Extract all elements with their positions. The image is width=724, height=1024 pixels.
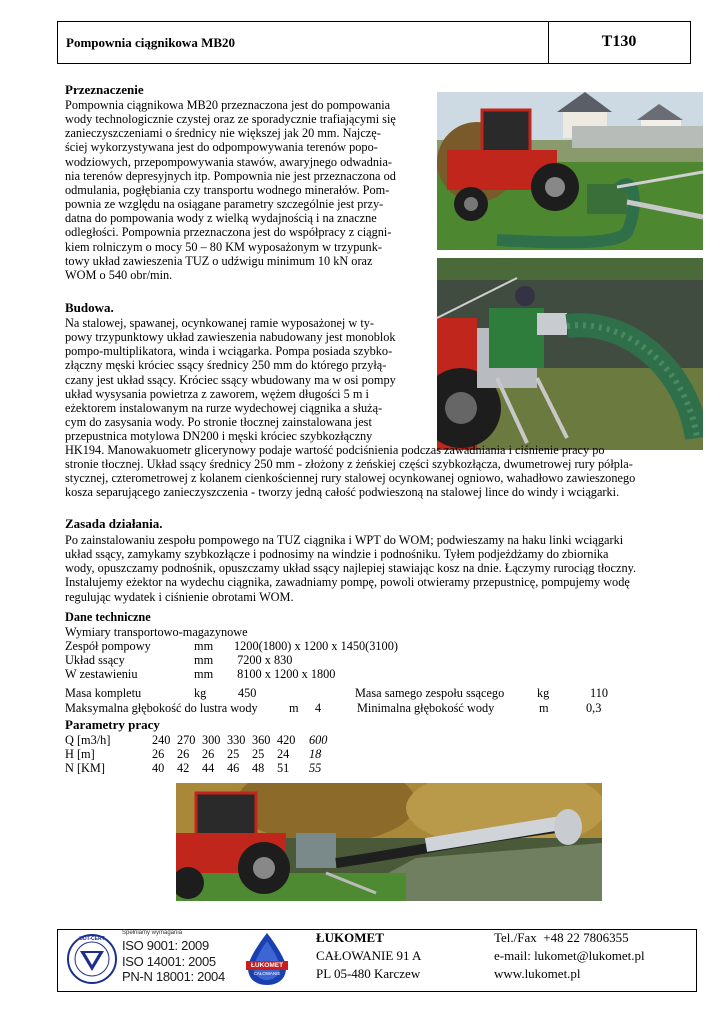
- dane-subheading: Wymiary transportowo-magazynowe: [65, 625, 248, 639]
- company-email-link[interactable]: e-mail: lukomet@lukomet.pl: [494, 948, 645, 963]
- text-line: regulując wydatek i ciśnienie obrotami WOM.: [65, 589, 294, 604]
- param-value: 26: [152, 747, 165, 762]
- param-value: 24: [277, 747, 290, 762]
- param-value: 300: [202, 733, 221, 747]
- cert-list: [122, 938, 225, 985]
- document-code: T130: [601, 33, 637, 50]
- photo-pump-closeup-water-image: [437, 258, 703, 450]
- text-line: wody technologicznie czystej oraz ze sporadycznie trafiającymi się: [65, 112, 396, 127]
- section-heading-zasada: Zasada działania.: [65, 516, 163, 531]
- document-title: Pompownia ciągnikowa MB20: [66, 35, 236, 50]
- text-line: pownia ze względu na osiągane parametry szczególnie jest przy-: [65, 197, 384, 212]
- spec-value: 1200(1800) x 1200 x 1450(3100): [234, 639, 398, 653]
- spec-value: 450: [238, 686, 257, 700]
- logo-text: ŁUKOMET: [250, 962, 284, 969]
- header-box: [57, 21, 691, 64]
- photo-tractor-pond-image: [176, 783, 602, 901]
- text-line: wodziowych, przepompowywania stawów, awaryjnego odwadnia-: [65, 154, 393, 169]
- text-line: odległości. Pompownia przeznaczona jest do współpracy z ciągni-: [65, 225, 392, 240]
- table-row: [65, 733, 339, 747]
- spec-unit: mm: [194, 667, 214, 682]
- photo-tractor-pump-field: [437, 92, 703, 250]
- text-line: towy układ zawieszenia TUZ o udźwigu minimum 10 kN oraz: [65, 253, 373, 268]
- company-phone: Tel./Fax +48 22 7806355: [494, 930, 629, 945]
- cert-item: ISO 9001: 2009: [122, 938, 209, 953]
- param-value: 240: [152, 733, 171, 747]
- spec-unit: kg: [194, 686, 207, 700]
- param-value: 46: [227, 761, 240, 776]
- text-line: odmulania, pogłębiania czy transportu wodnego minerałów. Pom-: [65, 182, 390, 197]
- zasada-text: [65, 533, 705, 604]
- text-line: złączny męski króciec ssący średnicy 250 mm do którego przyłą-: [65, 358, 387, 373]
- spec-value: 8100 x 1200 x 1800: [234, 667, 336, 682]
- param-value-max: 600: [309, 733, 328, 747]
- text-line: eżektorem instalowanym na rurze wydechowej ciągnika a służą-: [65, 400, 383, 415]
- spec-label: Zespół pompowy: [65, 639, 151, 653]
- photo-tractor-pond: [176, 783, 602, 901]
- lukomet-logo-icon: [244, 931, 290, 987]
- spec-unit: m: [539, 701, 549, 715]
- param-value: 25: [227, 747, 240, 762]
- param-value: 330: [227, 733, 246, 747]
- spec-value: 110: [590, 686, 608, 700]
- spec-label: Minimalna głębokość wody: [357, 701, 495, 715]
- spec-label: Masa kompletu: [65, 686, 142, 700]
- photo-pump-closeup-water: [437, 258, 703, 450]
- spec-value: 7200 x 830: [234, 653, 293, 668]
- param-value: 360: [252, 733, 271, 747]
- param-value: 26: [202, 747, 215, 762]
- spec-unit: kg: [537, 686, 550, 700]
- param-value: 26: [177, 747, 190, 762]
- text-line: stronie tłocznej. Układ ssący średnicy 250 mm - złożony z żeńskiej części szybkozłącza, dwumetrowej rury półpla-: [65, 457, 633, 472]
- cert-item: ISO 14001: 2005: [122, 953, 216, 969]
- param-value: 51: [277, 761, 290, 776]
- text-line: zanieczyszczeniami o średnicy nie większej jak 20 mm. Najczę-: [65, 126, 381, 141]
- text-line: układ ssący, zamykamy szybkozłącze i podnosimy na windzie i podnośniku. Tyłem podjeżdżamy do zbiornika: [65, 547, 609, 562]
- text-line: HK194. Manowakuometr glicerynowy podaje wartość podciśnienia podczas zawadniania i ciśnienie pracy po: [65, 443, 605, 457]
- spec-unit: m: [289, 701, 299, 715]
- param-value: 44: [202, 761, 215, 776]
- cert-seal-label: UDT-CERT: [79, 936, 105, 942]
- text-line: nia terenów depresyjnych itp. Pompownia nie jest przeznaczona od: [65, 168, 396, 183]
- text-line: układ wysysania powietrza z zaworem, wężem długości 5 m i: [65, 386, 369, 401]
- text-line: cym do zasysania wody. Po stronie tłocznej zainstalowana jest: [65, 415, 372, 430]
- text-line: Pompownia ciągnikowa MB20 przeznaczona jest do pompowania: [65, 98, 391, 112]
- param-label: Q [m3/h]: [65, 733, 111, 747]
- param-value-max: 55: [309, 761, 322, 776]
- text-line: powy trzypunktowy układ zawieszenia nabudowany jest monoblok: [65, 330, 396, 345]
- param-value: 25: [252, 747, 265, 762]
- param-value: 420: [277, 733, 296, 747]
- text-line: ściej wykorzystywana jest do odpompowywania terenów popo-: [65, 140, 378, 155]
- param-value: 42: [177, 761, 190, 776]
- text-line: datna do pompowania wody z wielką wydajnością i na znaczne: [65, 211, 377, 226]
- table-row: [65, 747, 339, 761]
- certs-caption: Spełniamy wymagania: [122, 930, 183, 936]
- table-row: [65, 667, 398, 681]
- params-table: [65, 733, 339, 775]
- text-line: pompo-multiplikatora, winda i wciągarka. Pompa posiada szybko-: [65, 344, 393, 359]
- przeznaczenie-text: [65, 98, 427, 282]
- spec-value: 0,3: [586, 701, 602, 715]
- budowa-text-wide: [65, 443, 705, 500]
- text-line: kiem rolniczym o mocy 50 – 80 KM wyposażonym w trzypunk-: [65, 239, 382, 254]
- text-line: czany jest układ ssący. Króciec ssący wbudowany ma w osi pompy: [65, 372, 396, 387]
- param-value: 270: [177, 733, 196, 747]
- text-line: wody, opuszczamy podnośnik, opuszczamy układ ssący najlepiej stawiając kosz na dnie. Łączymy rurociąg tłoczny.: [65, 561, 637, 576]
- cert-item: PN-N 18001: 2004: [122, 969, 225, 984]
- section-heading-przeznaczenie: Przeznaczenie: [65, 82, 144, 97]
- param-label: N [KM]: [65, 761, 105, 776]
- lukomet-logo: [244, 931, 290, 987]
- spec-unit: mm: [194, 653, 214, 668]
- param-value: 40: [152, 761, 165, 776]
- spec-label: Układ ssący: [65, 653, 125, 668]
- text-line: przepustnica motylowa DN200 i męski króciec szybkozłączny: [65, 429, 373, 444]
- section-heading-budowa: Budowa.: [65, 300, 114, 315]
- company-address-line2: PL 05-480 Karczew: [316, 966, 421, 981]
- table-row: [65, 639, 398, 653]
- spec-label: Masa samego zespołu ssącego: [355, 686, 505, 700]
- text-line: stycznej, czterometrowej z kolanem cienkościennej rury stalowej ocynkowanej ogniowo, wahadłowo zawieszonego: [65, 471, 636, 486]
- text-line: Po zainstalowaniu zespołu pompowego na TUZ ciągnika i WPT do WOM; podwieszamy na haku linki wciągarki: [65, 533, 624, 547]
- company-name: ŁUKOMET: [316, 930, 384, 945]
- param-value-max: 18: [309, 747, 322, 762]
- spec-table: [65, 639, 398, 681]
- spec-unit: mm: [194, 639, 214, 653]
- text-line: Na stalowej, spawanej, ocynkowanej ramie wyposażonej w ty-: [65, 316, 375, 330]
- text-line: Instalujemy eżektor na wydechu ciągnika, zawadniamy pompę, powoli otwieramy przepustnicę, pompujemy wodę: [65, 575, 630, 590]
- spec-label: W zestawieniu: [65, 667, 138, 682]
- param-label: H [m]: [65, 747, 95, 762]
- text-line: WOM o 540 obr/min.: [65, 267, 173, 282]
- spec-label: Maksymalna głębokość do lustra wody: [65, 701, 258, 715]
- section-heading-dane: Dane techniczne: [65, 610, 151, 624]
- budowa-text-narrow: [65, 316, 427, 443]
- table-row: [65, 761, 339, 775]
- spec-value: 4: [315, 701, 322, 715]
- company-address-line1: CAŁOWANIE 91 A: [316, 948, 422, 963]
- text-line: kosza separującego zanieczyszczenia - tworzy jedną całość podwieszoną na stalowej lince do windy i wciągarki.: [65, 485, 620, 500]
- company-website-link[interactable]: www.lukomet.pl: [494, 966, 581, 981]
- param-value: 48: [252, 761, 265, 776]
- section-heading-parametry: Parametry pracy: [65, 717, 160, 732]
- logo-subtext: CAŁOWANIE: [253, 971, 281, 976]
- photo-tractor-pump-field-image: [437, 92, 703, 250]
- table-row: [65, 653, 398, 667]
